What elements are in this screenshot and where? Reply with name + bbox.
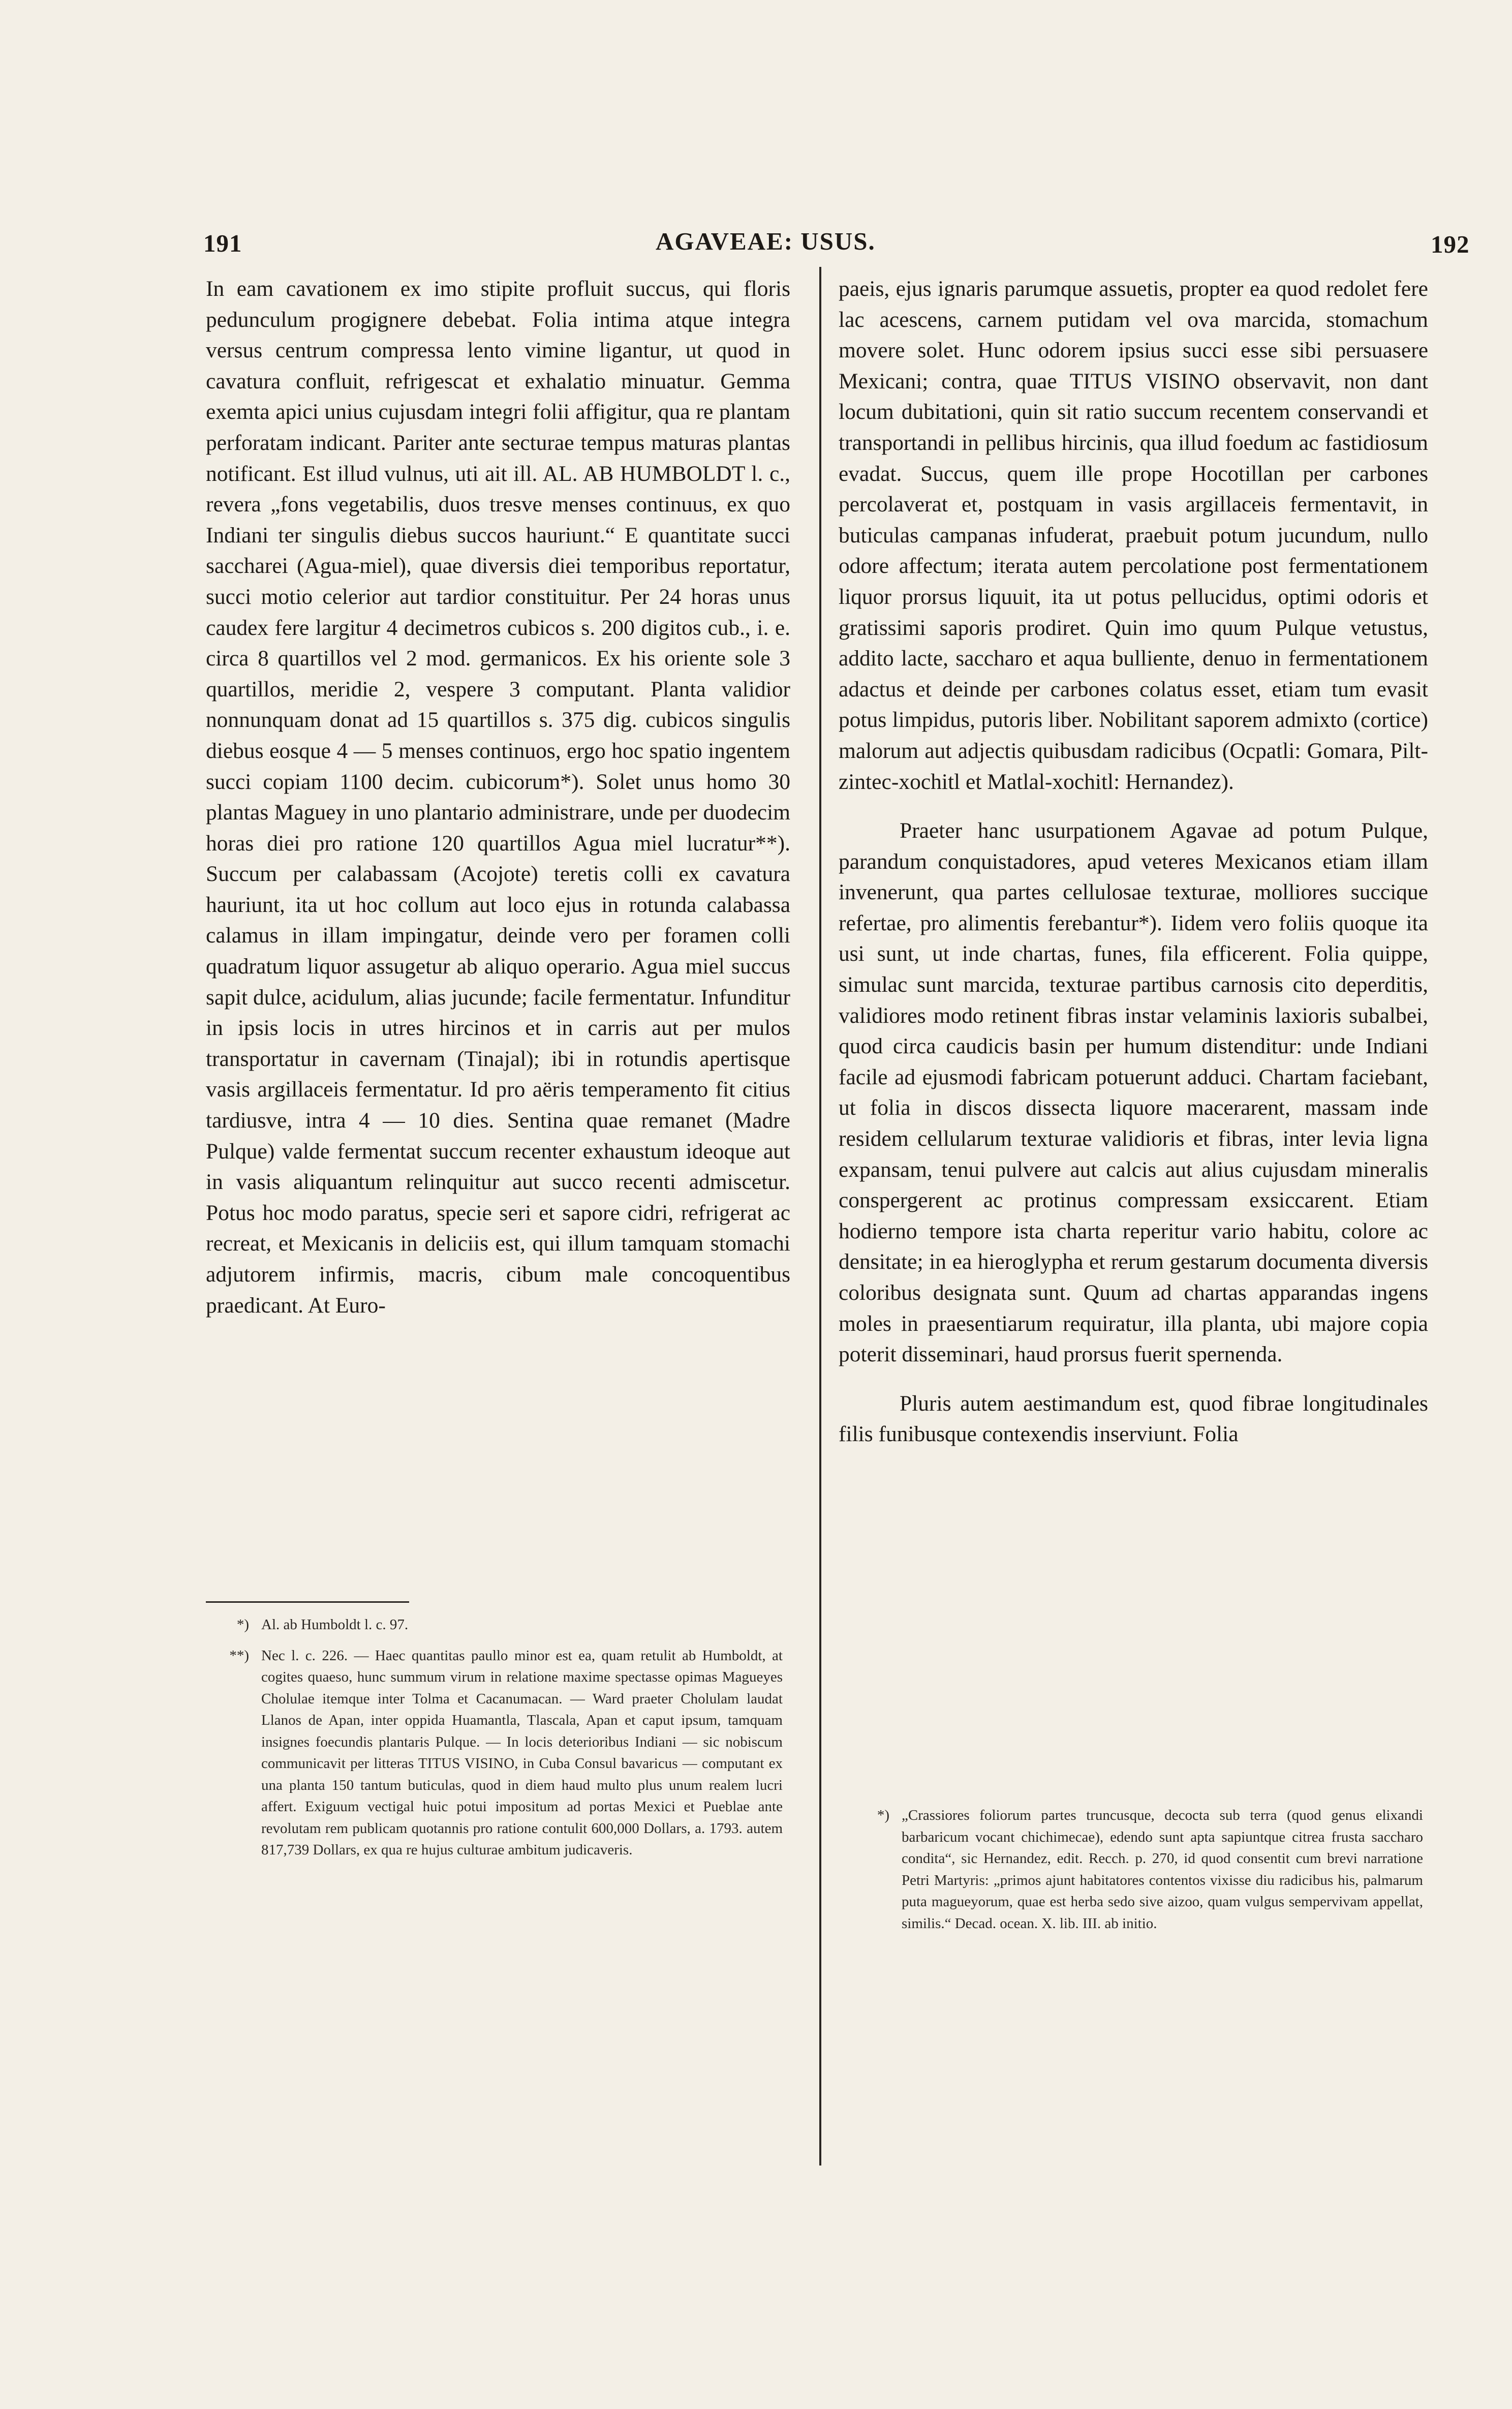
right-paragraph-2: Praeter hanc usurpationem Agavae ad potum Pulque, parandum conquistadores, apud veteres Mexicanos etiam illam invenerunt, qua partes cellulosae texturae, molliores succique refertae, pro alimentis ferebantur*). Iidem vero foliis quoque ita usi sunt, ut inde chartas, funes, fila efficerent. Folia quippe, simulac sunt marcida, texturae partibus carnosis cito deperditis, validiores modo retinent fibras instar velaminis laxioris subalbei, quod circa caudicis basin per humum distenditur: unde Indiani facile ad ejusmodi fabricam potuerunt adduci. Chartam faciebant, ut folia in discos dissecta liquore macerarent, massam inde residem cellularum texturae validioris et fibras, inter levia ligna expansam, tenui pulvere aut calcis aut alius cujusdam mineralis conspergerent ac protinus compressam exsiccarent. Etiam hodierno tempore ista charta reperitur vario habitu, colore ac densitate; in ea hieroglypha et rerum gestarum documenta diversis coloribus designata sunt. Quum ad chartas apparandas ingens moles in praesentiarum requiratur, illa planta, ubi majore copia poterit disseminari, haud prorsus fuerit spernenda. bbox=[839, 818, 1428, 1367]
footnote bbox=[859, 1805, 1423, 1934]
footnote-mark: *) bbox=[877, 1807, 889, 1823]
footnote-mark: **) bbox=[229, 1647, 249, 1664]
right-paragraph-3: Pluris autem aestimandum est, quod fibrae longitudinales filis funibusque contexendis inserviunt. Folia bbox=[839, 1391, 1428, 1447]
right-column bbox=[839, 273, 1428, 1450]
footnotes-left bbox=[219, 1614, 783, 1870]
column-divider bbox=[819, 267, 821, 2166]
left-column bbox=[206, 273, 790, 1321]
page-number-right: 192 bbox=[1431, 230, 1470, 258]
footnote-text: Al. ab Humboldt l. c. 97. bbox=[261, 1617, 409, 1633]
page-number-left: 191 bbox=[203, 229, 242, 257]
left-paragraph-1: In eam cavationem ex imo stipite profluit succus, qui floris pedunculum progignere debebat. Folia intima atque integra versus centrum compressa lento vimine ligantur, ut quod in cavatura confluit, refrigescat et exhalatio minuatur. Gemma exemta apici unius cujusdam integri folii affigitur, qua re plantam perforatam indicant. Pariter ante secturae tempus maturas plantas notificant. Est illud vulnus, uti ait ill. AL. AB HUMBOLDT l. c., revera „fons vegetabilis, duos tresve menses continuus, ex quo Indiani ter singulis diebus succos hauriunt.“ E quantitate succi saccharei (Agua-miel), quae diversis diei temporibus reportatur, succi motio celerior aut tardior constituitur. Per 24 horas unus caudex fere largitur 4 decimetros cubicos s. 200 digitos cub., i. e. circa 8 quartillos vel 2 mod. germanicos. Ex his oriente sole 3 quartillos, meridie 2, vespere 3 computant. Planta validior nonnunquam donat ad 15 quartillos s. 375 dig. cubicos singulis diebus eosque 4 — 5 menses continuos, ergo hoc spatio ingentem succi copiam 1100 decim. cubicorum*). Solet unus homo 30 plantas Maguey in uno plantario administrare, unde per duodecim horas diei pro ratione 120 quartillos Agua miel lucratur**). Succum per calabassam (Acojote) teretis colli ex cavatura hauriunt, ita ut hoc collum aut loco ejus in rotunda calabassa calamus in illam impingatur, deinde vero per foramen colli quadratum liquor assugetur ab aliquo operario. Agua miel succus sapit dulce, acidulum, alias jucunde; facile fermentatur. Infunditur in ipsis locis in utres hircinos et in carris aut per mulos transportatur in cavernam (Tinajal); ibi in rotundis apertisque vasis argillaceis fermentatur. Id pro aëris temperamento fit citius tardiusve, intra 4 — 10 dies. Sentina quae remanet (Madre Pulque) valde fermentat succum recenter exhaustum ideoque aut in vasis aliquantum relinquitur aut succo recenti admiscetur. Potus hoc modo paratus, specie seri et sapore cidri, refrigerat ac recreat, et Mexicanis in deliciis est, qui illum tamquam stomachi adjutorem infirmis, macris, cibum male concoquentibus praedicant. At Euro- bbox=[206, 277, 790, 1318]
footnote-mark: *) bbox=[236, 1617, 249, 1633]
running-head: AGAVEAE: USUS. bbox=[656, 227, 876, 255]
footnote bbox=[219, 1614, 783, 1636]
footnotes-right bbox=[859, 1805, 1423, 1943]
footnote bbox=[219, 1645, 783, 1861]
footnote-text: „Crassiores foliorum partes truncusque, decocta sub terra (quod genus elixandi barbaricum vocant chichimecae), edendo sunt apta sapiuntque citrea frusta saccharo condita“, sic Hernandez, edit. Recch. p. 270, id quod consentit cum brevi narratione Petri Martyris: „primos ajunt habitatores contentos vixisse diu radicibus his, palmarum puta magueyorum, quae est herba sedo sive aizoo, quam vulgus sempervivam appellat, similis.“ Decad. ocean. X. lib. III. ab initio. bbox=[902, 1807, 1423, 1932]
right-paragraph-1: paeis, ejus ignaris parumque assuetis, propter ea quod redolet fere lac acescens, carnem putidam vel ova marcida, stomachum movere solet. Hunc odorem ipsius succi esse sibi persuasere Mexicani; contra, quae TITUS VISINO observavit, non dant locum dubitationi, quin sit ratio succum recentem conservandi et transportandi in pellibus hircinis, qua illud foedum ac fastidiosum evadat. Succus, quem ille prope Hocotillan per carbones percolaverat et, postquam in vasis argillaceis fermentavit, in buticulas campanas infuderat, praebuit potum jucundum, nullo odore affectum; iterata autem percolatione post fermentationem liquor prorsus liquuit, ita ut potus pellucidus, optimi odoris et gratissimi saporis prodiret. Quin imo quum Pulque vetustus, addito lacte, saccharo et aqua bulliente, denuo in fermentationem adactus et deinde per carbones colatus esset, etiam tum evasit potus limpidus, putoris liber. Nobilitant saporem admixto (cortice) malorum aut adjectis quibusdam radicibus (Ocpatli: Gomara, Pilt-zintec-xochitl et Matlal-xochitl: Hernandez). bbox=[839, 277, 1428, 794]
footnote-rule bbox=[206, 1601, 409, 1603]
footnote-text: Nec l. c. 226. — Haec quantitas paullo minor est ea, quam retulit ab Humboldt, at cogites quaeso, hunc summum virum in relatione maxime spectasse opimas Magueyes Cholulae itemque inter Tolma et Cacanumacan. — Ward praeter Cholulam laudat Llanos de Apan, inter oppida Huamantla, Tlascala, Apan et caput ipsum, tamquam insignes foecundis plantaris Pulque. — In locis deterioribus Indiani — sic nobiscum communicavit per litteras TITUS VISINO, in Cuba Consul bavaricus — computant ex una planta 150 tantum buticulas, quod in diem haud multo plus unum realem lucri affert. Exiguum vectigal huic potui impositum ad portas Mexici et Pueblae ante revolutam rem publicam quotannis pro ratione contulit 600,000 Dollars, a. 1793. autem 817,739 Dollars, ex qua re hujus culturae ambitum judicaveris. bbox=[261, 1647, 783, 1858]
